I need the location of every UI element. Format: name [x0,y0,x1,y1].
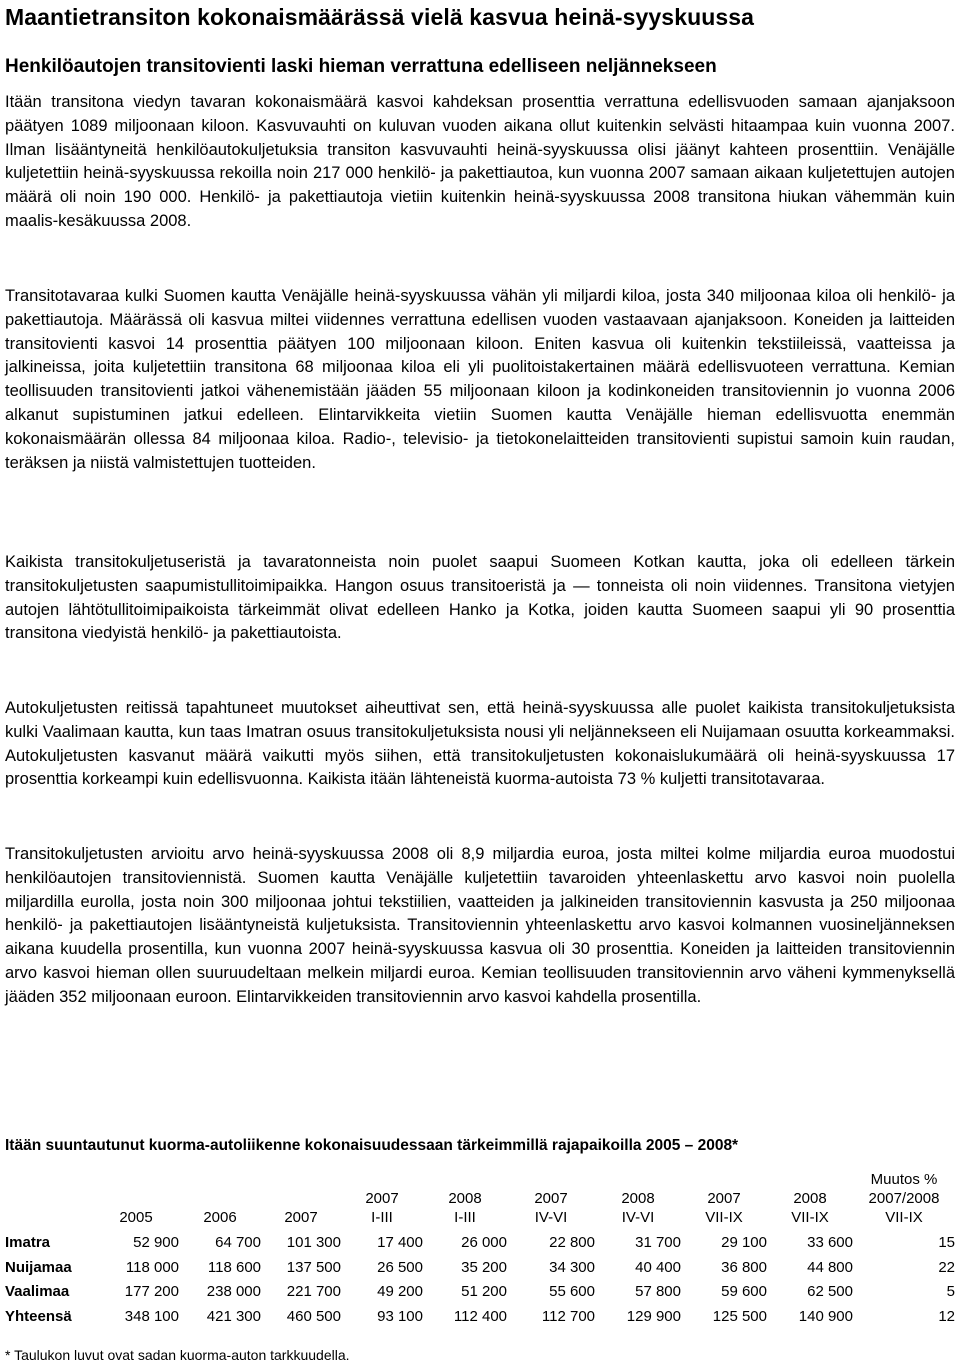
table-header-line: VII-IX [705,1209,743,1226]
table-header-cell [595,1170,681,1231]
table-cell: 17 400 [377,1234,423,1251]
table-cell: 51 200 [461,1283,507,1300]
table-cell: 35 200 [461,1258,507,1276]
table-header-blank [5,1170,93,1231]
table-cell: 40 400 [635,1258,681,1276]
table-header-line: 2008 [793,1190,827,1207]
paragraph-2: Transitotavaraa kulki Suomen kautta Venäjälle heinä-syyskuussa vähän yli miljardi kiloa, josta 340 miljoonaa kiloa oli henkilö- ja pakettiautoja. Määrässä oli kasvua miltei viidennes verrattuna edellisen vuoden vastaavaan ajanjaksoon. Koneiden ja laitteiden transitovienti kasvoi 14 prosenttia päätyen 100 miljoonaan kiloon. Eniten kasvua oli kuitenkin tekstiileissä, vaatteissa ja jalkineissa, joita kuljetettiin transitona 68 miljoonaa kiloa eli yli puolitoistakertainen määrä edellisvuoteen verrattuna. Kemian teollisuuden transitovienti jatkoi vähenemistään jääden 55 miljoonaan kiloon ja kodinkoneiden transitoviennin jo vuonna 2006 alkanut supistuminen jatkui edelleen. Elintarvikkeita vietiin Suomen kautta Venäjälle hieman edellisvuotta enemmän kokonaismäärän ollessa 84 miljoonaa kiloa. Radio-, televisio- ja tietokonelaitteiden transitovienti supistui samoin kuin raudan, teräksen ja niistä valmistettujen tuotteiden. [5,287,955,472]
table-row [5,1280,955,1305]
table-header-cell [341,1170,423,1231]
table-cell: 36 800 [721,1258,767,1276]
table-caption-dash: – [684,1137,694,1154]
table-cell: 26 500 [377,1258,423,1276]
table-row-label: Imatra [5,1234,51,1251]
table-header-line: 2007 [365,1190,399,1207]
table-cell: 5 [946,1283,955,1300]
table-cell: 177 200 [124,1283,179,1300]
table-header-cell [261,1170,341,1231]
table-cell: 421 300 [206,1307,261,1325]
table-header-cell [507,1170,595,1231]
table-cell: 112 700 [541,1307,595,1325]
table-header-cell [767,1170,853,1231]
table-header-line: IV-VI [534,1209,568,1226]
table-cell: 15 [938,1234,955,1251]
table-cell: 29 100 [721,1234,767,1251]
table-cell: 140 900 [798,1307,853,1325]
table-cell: 26 000 [461,1234,507,1251]
table-cell: 55 600 [549,1283,595,1300]
table-caption-suffix: 2008* [697,1137,739,1154]
table-cell: 64 700 [215,1234,261,1251]
table-cell: 22 [938,1258,955,1276]
table-row-label: Nuijamaa [5,1258,72,1276]
table-header-line: 2005 [119,1209,153,1226]
table-cell: 49 200 [377,1283,423,1300]
table-header-line: IV-VI [621,1209,655,1226]
table-row [5,1305,955,1330]
table-header-line: VII-IX [791,1209,829,1226]
table-cell: 137 500 [286,1258,341,1276]
table-cell: 221 700 [286,1283,341,1300]
table-cell: 31 700 [635,1234,681,1251]
table-cell: 118 600 [207,1258,261,1276]
table-header-line: 2008 [621,1190,655,1207]
table-header-line: I-III [454,1209,476,1226]
table-header-row [5,1170,955,1231]
table-header-line: 2007 [284,1209,318,1226]
page-title: Maantietransiton kokonaismäärässä vielä kasvua heinä-syyskuussa [5,4,755,30]
table-header-line: Muutos % [870,1171,938,1188]
table-cell: 101 300 [286,1234,341,1251]
table-cell: 348 100 [124,1307,179,1325]
table-header-cell [179,1170,261,1231]
table-cell: 125 500 [712,1307,767,1325]
table-caption [5,1136,955,1156]
table-cell: 62 500 [807,1283,853,1300]
table-header-line: 2007/2008 [868,1190,940,1207]
table-header-line: 2006 [203,1209,237,1226]
table-body [5,1231,955,1329]
table-footnote: * Taulukon luvut ovat sadan kuorma-auton tarkkuudella. [5,1347,350,1363]
table-cell: 33 600 [807,1234,853,1251]
table-cell: 93 100 [377,1307,423,1325]
table-header-cell [681,1170,767,1231]
table-header-line: 2008 [448,1190,482,1207]
table-row [5,1256,955,1281]
table-cell: 460 500 [286,1307,341,1325]
paragraph-4: Autokuljetusten reitissä tapahtuneet muutokset aiheuttivat sen, että heinä-syyskuussa alle puolet kaikista transitokuljetuksista kulki Vaalimaan kautta, kun taas Imatran osuus transitokuljetuksista nousi yli neljännekseen eli Nuijamaan osuutta korkeammaksi. Autokuljetusten kasvanut määrä vaikutti myös siihen, että transitokuljetusten kokonaislukumäärä oli heinä-syyskuussa 17 prosenttia korkeampi kuin edellisvuonna. Kaikista itään lähteneistä kuorma-autoista 73 % kuljetti transitotavaraa. [5,699,955,789]
table-row [5,1231,955,1256]
table-cell: 34 300 [549,1258,595,1276]
table-header-line: VII-IX [885,1209,923,1226]
paragraph-1: Itään transitona viedyn tavaran kokonaismäärä kasvoi kahdeksan prosenttia verrattuna edellisvuoden samaan ajanjaksoon päätyen 1089 miljoonaan kiloon. Kasvuvauhti on kuluvan vuoden aikana ollut kuitenkin selvästi hitaampaa kuin vuonna 2007. Ilman lisääntyneitä henkilöautokuljetuksia transiton kasvuvauhti heinä-syyskuussa olisi jäänyt kahteen prosenttiin. Venäjälle kuljetettiin heinä-syyskuussa rekoilla noin 217 000 henkilö- ja pakettiautoa, kun vuonna 2007 samaan aikaan kuljetettujen autojen määrä oli noin 190 000. Henkilö- ja pakettiautoja vietiin kuitenkin heinä-syyskuussa 2008 transitona hiukan vähemmän kuin maalis-kesäkuussa 2008. [5,93,955,230]
table-header-cell [93,1170,179,1231]
table-cell: 12 [938,1307,955,1325]
page-subtitle: Henkilöautojen transitovienti laski hieman verrattuna edelliseen neljännekseen [5,56,717,77]
table-cell: 52 900 [133,1234,179,1251]
paragraph-5: Transitokuljetusten arvioitu arvo heinä-syyskuussa 2008 oli 8,9 miljardia euroa, josta miltei kolme miljardia euroa muodostui henkilöautojen transitoviennistä. Suomen kautta Venäjälle kuljetettiin tavaroiden yhteenlaskettu arvo kasvoi noin puolella miljardilla eurolla, josta noin 300 miljoonaa johtui tekstiilien, vaatteiden ja jalkineiden transitoviennin kasvusta ja 250 miljoonaa henkilö- ja pakettiautojen lisääntyneistä kuljetuksista. Transitoviennin yhteenlaskettu arvo kasvoi kolmannen vuosineljänneksen aikana kuudella prosentilla, kun vuonna 2007 heinä-syyskuussa kasvua oli 30 prosenttia. Koneiden ja laitteiden transitoviennin arvo kasvoi hieman ollen suuruudeltaan melkein miljardi euroa. Kemian teollisuuden transitoviennin arvo väheni kymmenyksellä jääden 352 miljoonaan euroon. Elintarvikkeiden transitoviennin arvo kasvoi kahdella prosentilla. [5,845,955,1006]
table-caption-prefix: Itään suuntautunut kuorma-autoliikenne kokonaisuudessaan tärkeimmillä rajapaikoilla 2005 [5,1137,681,1154]
table-header-line: I-III [371,1209,393,1226]
table-cell: 112 400 [453,1307,507,1325]
table-row-label: Yhteensä [5,1307,72,1325]
border-traffic-table [5,1170,955,1329]
table-header-cell [853,1170,955,1231]
paragraph-3: Kaikista transitokuljetuseristä ja tavaratonneista noin puolet saapui Suomeen Kotkan kautta, joka oli edelleen tärkein transitokuljetusten saapumistullitoimipaikka. Hangon osuus transitoeristä ja — tonneista oli noin viidennes. Transitona vietyjen autojen lähtötullitoimipaikoista tärkeimmät olivat edelleen Hanko ja Kotka, joiden kautta Suomeen saapui yli 90 prosenttia transitona viedyistä henkilö- ja pakettiautoista. [5,553,955,643]
table-cell: 118 000 [125,1258,179,1276]
table-header-line: 2007 [534,1190,568,1207]
table-header-line: 2007 [707,1190,741,1207]
table-cell: 238 000 [206,1283,261,1300]
table-row-label: Vaalimaa [5,1283,70,1300]
table-cell: 22 800 [549,1234,595,1251]
table-cell: 57 800 [635,1283,681,1300]
table-header-cell [423,1170,507,1231]
table-cell: 59 600 [721,1283,767,1300]
table-cell: 129 900 [626,1307,681,1325]
table-cell: 44 800 [807,1258,853,1276]
